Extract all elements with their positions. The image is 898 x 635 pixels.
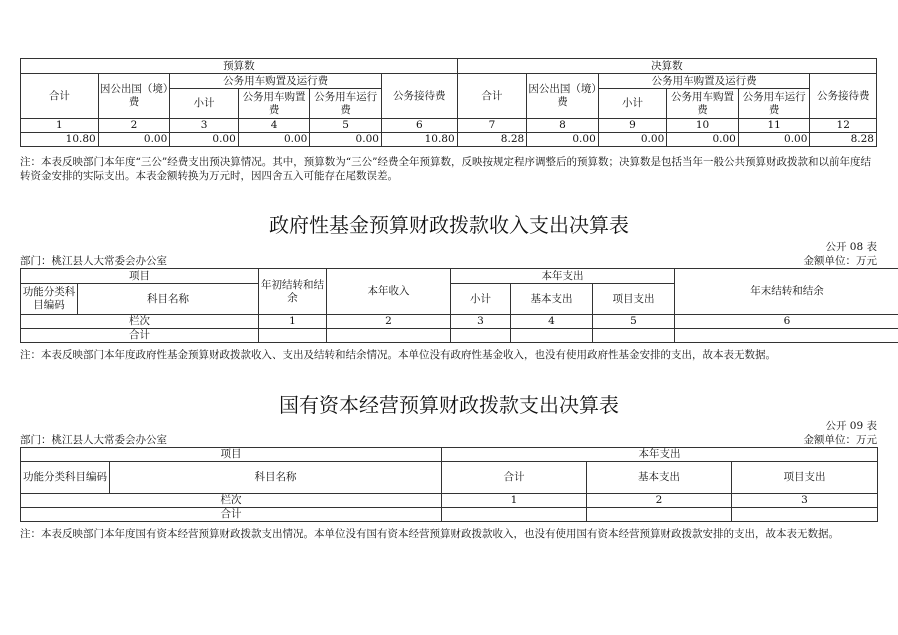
total-cell xyxy=(259,329,327,343)
total-label: 合计 xyxy=(21,329,259,343)
opening-balance-header: 年初结转和结余 xyxy=(259,269,327,315)
value-cell: 0.00 xyxy=(738,133,810,147)
table2-form-number: 公开 08 表 xyxy=(825,241,877,253)
column-number: 11 xyxy=(738,119,810,133)
final-vehicle-group-header: 公务用车购置及运行费 xyxy=(598,74,810,89)
column-number-row xyxy=(21,315,898,329)
column-number: 6 xyxy=(675,315,898,329)
table1-note: 注：本表反映部门本年度“三公”经费支出预决算情况。其中，预算数为“三公”经费全年预算数，反映按规定程序调整后的预算数；决算数是包括当年一般公共预算财政拨款和以前年度结转资金安排的实际支出。本表金额转换为万元时，因四舍五入可能存在尾数误差。 xyxy=(20,156,871,182)
gov-fund-table xyxy=(20,268,898,343)
budget-total-header: 合计 xyxy=(21,74,99,119)
column-number: 10 xyxy=(667,119,739,133)
column-number: 9 xyxy=(598,119,667,133)
column-number: 5 xyxy=(310,119,382,133)
column-number: 5 xyxy=(593,315,675,329)
column-number: 3 xyxy=(451,315,511,329)
column-number: 4 xyxy=(238,119,310,133)
table3-amount-unit: 金额单位：万元 xyxy=(803,434,877,446)
item-header: 项目 xyxy=(21,269,259,284)
table3-title: 国有资本经营预算财政拨款支出决算表 xyxy=(279,393,619,417)
total-row xyxy=(21,508,878,522)
budget-subtotal-header: 小计 xyxy=(170,89,239,119)
value-cell: 0.00 xyxy=(527,133,599,147)
column-number: 2 xyxy=(327,315,451,329)
value-cell: 0.00 xyxy=(170,133,239,147)
total-cell xyxy=(587,508,732,522)
value-cell: 0.00 xyxy=(667,133,739,147)
row-number-label: 栏次 xyxy=(21,494,442,508)
table3-note: 注：本表反映部门本年度国有资本经营预算财政拨款支出情况。本单位没有国有资本经营预算财政拨款收入，也没有使用国有资本经营预算财政拨款安排的支出，故本表无数据。 xyxy=(20,528,839,540)
budget-vehicle-purchase-header: 公务用车购置费 xyxy=(238,89,310,119)
total-cell xyxy=(593,329,675,343)
column-number: 7 xyxy=(457,119,527,133)
column-number: 1 xyxy=(21,119,99,133)
subject-name-header: 科目名称 xyxy=(78,284,259,315)
column-number: 2 xyxy=(587,494,732,508)
value-cell: 10.80 xyxy=(21,133,99,147)
total-cell xyxy=(675,329,898,343)
subject-name-header: 科目名称 xyxy=(110,462,442,494)
table2-department: 部门：桃江县人大常委会办公室 xyxy=(20,255,167,267)
function-code-header: 功能分类科目编码 xyxy=(21,284,78,315)
final-subtotal-header: 小计 xyxy=(598,89,667,119)
column-number: 2 xyxy=(98,119,170,133)
final-total-header: 合计 xyxy=(457,74,527,119)
column-number: 1 xyxy=(442,494,587,508)
column-number: 3 xyxy=(732,494,878,508)
project-expense-header: 项目支出 xyxy=(593,284,675,315)
table2-amount-unit: 金额单位：万元 xyxy=(803,255,877,267)
total-cell xyxy=(511,329,593,343)
total-cell xyxy=(451,329,511,343)
value-cell: 0.00 xyxy=(310,133,382,147)
budget-vehicle-operation-header: 公务用车运行费 xyxy=(310,89,382,119)
project-expense-header: 项目支出 xyxy=(732,462,878,494)
state-capital-table xyxy=(20,447,878,522)
row-number-label: 栏次 xyxy=(21,315,259,329)
column-number: 12 xyxy=(810,119,877,133)
total-cell xyxy=(327,329,451,343)
column-number-row xyxy=(21,494,878,508)
value-cell: 0.00 xyxy=(98,133,170,147)
total-label: 合计 xyxy=(21,508,442,522)
table2-note: 注：本表反映部门本年度政府性基金预算财政拨款收入、支出及结转和结余情况。本单位没有政府性基金收入，也没有使用政府性基金安排的支出，故本表无数据。 xyxy=(20,349,776,361)
table3-form-number: 公开 09 表 xyxy=(825,420,877,432)
three-public-expenses-table xyxy=(20,58,877,147)
value-row xyxy=(21,133,877,147)
expense-total-header: 合计 xyxy=(442,462,587,494)
income-header: 本年收入 xyxy=(327,269,451,315)
column-number: 3 xyxy=(170,119,239,133)
expense-group-header: 本年支出 xyxy=(451,269,675,284)
value-cell: 0.00 xyxy=(598,133,667,147)
final-reception-header: 公务接待费 xyxy=(810,74,877,119)
final-vehicle-operation-header: 公务用车运行费 xyxy=(738,89,810,119)
budget-group-header: 预算数 xyxy=(21,59,458,74)
column-number: 4 xyxy=(511,315,593,329)
basic-expense-header: 基本支出 xyxy=(587,462,732,494)
total-cell xyxy=(732,508,878,522)
budget-abroad-header: 因公出国（境）费 xyxy=(98,74,170,119)
final-abroad-header: 因公出国（境）费 xyxy=(527,74,599,119)
table3-department: 部门：桃江县人大常委会办公室 xyxy=(20,434,167,446)
column-number: 6 xyxy=(381,119,457,133)
expense-group-header: 本年支出 xyxy=(442,448,878,462)
column-number: 8 xyxy=(527,119,599,133)
total-cell xyxy=(442,508,587,522)
budget-vehicle-group-header: 公务用车购置及运行费 xyxy=(170,74,382,89)
value-cell: 10.80 xyxy=(381,133,457,147)
expense-subtotal-header: 小计 xyxy=(451,284,511,315)
function-code-header: 功能分类科目编码 xyxy=(21,462,110,494)
final-vehicle-purchase-header: 公务用车购置费 xyxy=(667,89,739,119)
table2-title: 政府性基金预算财政拨款收入支出决算表 xyxy=(269,213,629,237)
total-row xyxy=(21,329,898,343)
column-number: 1 xyxy=(259,315,327,329)
budget-reception-header: 公务接待费 xyxy=(381,74,457,119)
value-cell: 0.00 xyxy=(238,133,310,147)
final-group-header: 决算数 xyxy=(457,59,876,74)
value-cell: 8.28 xyxy=(810,133,877,147)
column-number-row xyxy=(21,119,877,133)
closing-balance-header: 年末结转和结余 xyxy=(675,269,898,315)
value-cell: 8.28 xyxy=(457,133,527,147)
item-header: 项目 xyxy=(21,448,442,462)
basic-expense-header: 基本支出 xyxy=(511,284,593,315)
